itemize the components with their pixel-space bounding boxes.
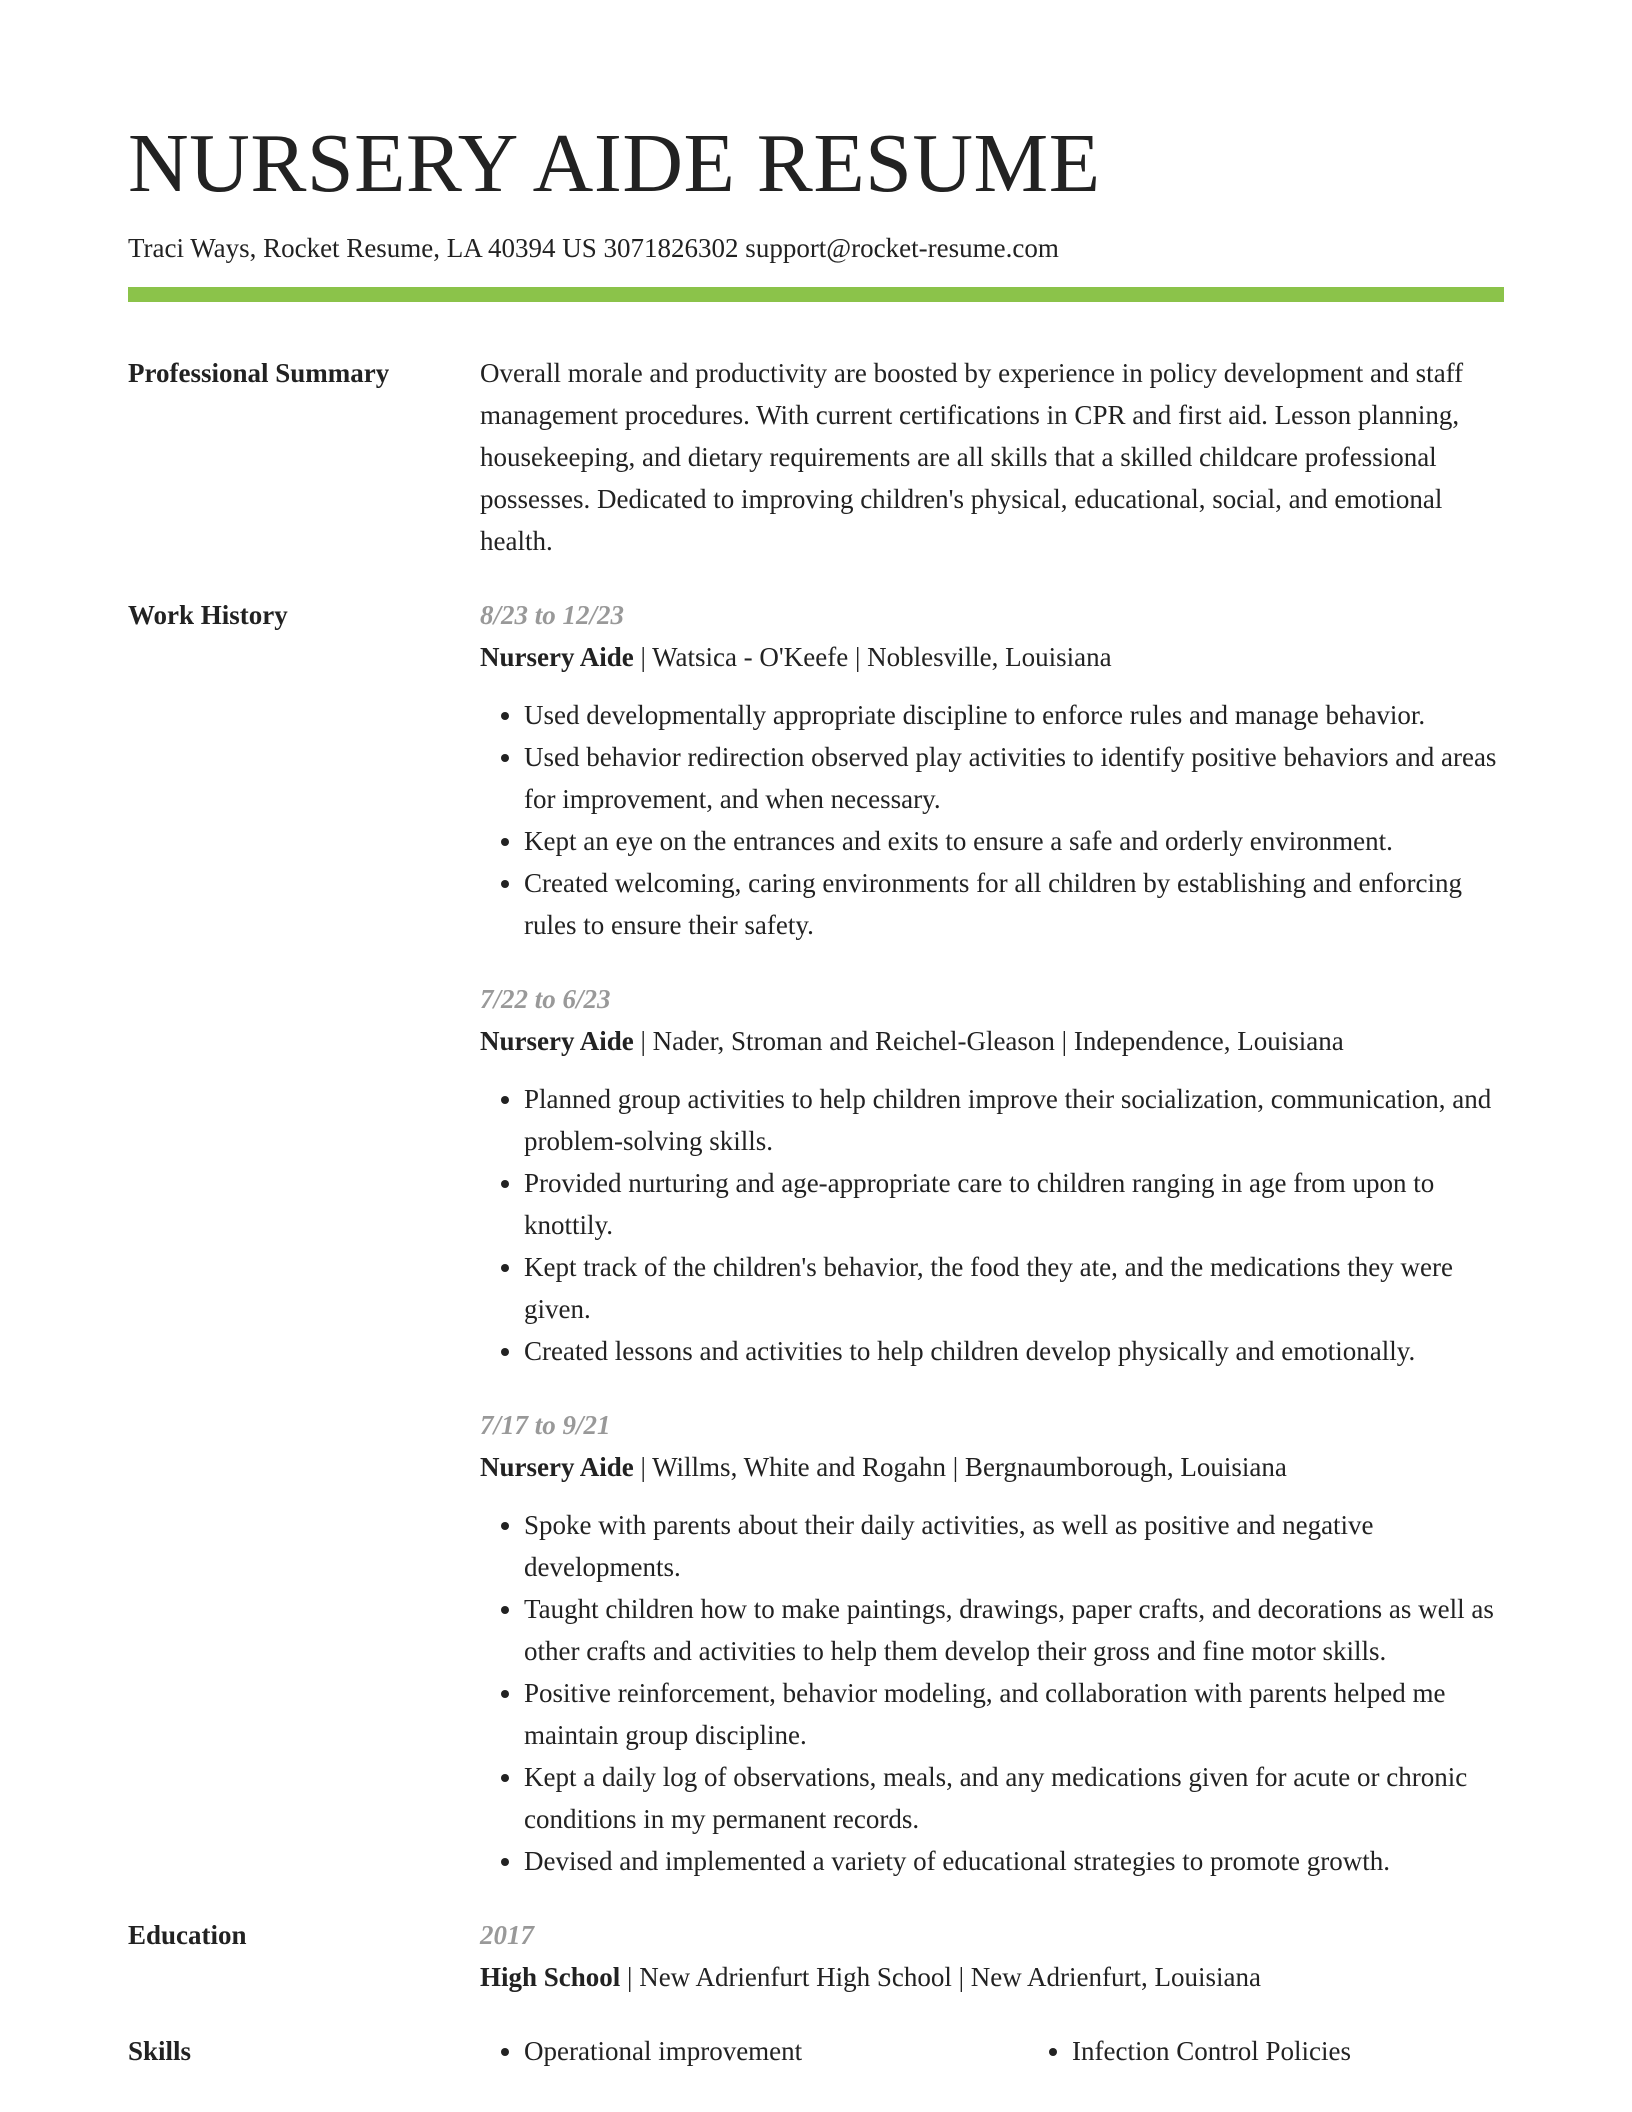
- job-bullet: • Created lessons and activities to help children develop physically and emotionally.: [524, 1330, 1504, 1372]
- job-bullets: [480, 694, 1504, 946]
- job-title: Nursery Aide: [480, 1025, 634, 1056]
- job-bullet: • Created welcoming, caring environments for all children by establishing and enforcing rules to ensure their safety.: [524, 862, 1504, 946]
- job-entry: [480, 978, 1504, 1372]
- section-label-summary: Professional Summary: [128, 357, 390, 388]
- work-history-section: [128, 594, 1504, 1882]
- job-dates: 7/17 to 9/21: [480, 1409, 611, 1440]
- skills-column-right: [1028, 2030, 1576, 2072]
- degree: High School: [480, 1961, 621, 1992]
- job-dates: 7/22 to 6/23: [480, 983, 611, 1014]
- resume-page: [128, 0, 1504, 2072]
- education-details: | New Adrienfurt High School | New Adrienfurt, Louisiana: [620, 1961, 1261, 1992]
- contact-line: Traci Ways, Rocket Resume, LA 40394 US 3071826302 support@rocket-resume.com: [128, 233, 1059, 264]
- job-heading: [480, 1446, 1504, 1488]
- job-entry: [480, 594, 1504, 946]
- job-bullets: [480, 1504, 1504, 1882]
- job-entry: [480, 1404, 1504, 1882]
- job-title: Nursery Aide: [480, 641, 634, 672]
- job-bullet: • Kept a daily log of observations, meals, and any medications given for acute or chronic conditions in my permanent records.: [524, 1756, 1504, 1840]
- job-bullet: • Planned group activities to help children improve their socialization, communication, and problem-solving skills.: [524, 1078, 1504, 1162]
- job-bullet: • Devised and implemented a variety of educational strategies to promote growth.: [524, 1840, 1504, 1882]
- skill-item: • Operational improvement: [524, 2030, 1028, 2072]
- job-heading: [480, 636, 1504, 678]
- job-bullet: • Used behavior redirection observed play activities to identify positive behaviors and areas for improvement, and when necessary.: [524, 736, 1504, 820]
- job-details: | Watsica - O'Keefe | Noblesville, Louisiana: [633, 641, 1112, 672]
- job-details: | Willms, White and Rogahn | Bergnaumborough, Louisiana: [633, 1451, 1287, 1482]
- skills-section: [128, 2030, 1504, 2072]
- section-label-work: Work History: [128, 599, 288, 630]
- education-entry: [480, 1914, 1504, 1998]
- summary-text: Overall morale and productivity are boosted by experience in policy development and staff management procedures. With current certifications in CPR and first aid. Lesson planning, housekeeping, and dietary requirements are all skills that a skilled childcare professional possesses. Dedicated to improving children's physical, educational, social, and emotional health.: [480, 357, 1464, 556]
- job-bullet: • Spoke with parents about their daily activities, as well as positive and negative developments.: [524, 1504, 1504, 1588]
- skill-item: • Infection Control Policies: [1072, 2030, 1576, 2072]
- job-title: Nursery Aide: [480, 1451, 634, 1482]
- work-history-list: [480, 594, 1504, 1882]
- job-bullet: • Taught children how to make paintings, drawings, paper crafts, and decorations as well as other crafts and activities to help them develop their gross and fine motor skills.: [524, 1588, 1504, 1672]
- professional-summary-section: [128, 352, 1504, 562]
- skills-grid: [480, 2030, 1576, 2072]
- education-section: [128, 1914, 1504, 1998]
- resume-title: NURSERY AIDE RESUME: [128, 117, 1101, 210]
- education-heading: [480, 1956, 1504, 1998]
- job-bullet: • Kept track of the children's behavior, the food they ate, and the medications they were given.: [524, 1246, 1504, 1330]
- job-bullet: • Used developmentally appropriate discipline to enforce rules and manage behavior.: [524, 694, 1504, 736]
- job-heading: [480, 1020, 1504, 1062]
- education-year: 2017: [480, 1919, 534, 1950]
- job-bullet: • Positive reinforcement, behavior modeling, and collaboration with parents helped me maintain group discipline.: [524, 1672, 1504, 1756]
- section-label-education: Education: [128, 1919, 247, 1950]
- section-label-skills: Skills: [128, 2035, 192, 2066]
- skills-column-left: [480, 2030, 1028, 2072]
- job-dates: 8/23 to 12/23: [480, 599, 625, 630]
- accent-divider: [128, 287, 1504, 302]
- job-bullet: • Provided nurturing and age-appropriate care to children ranging in age from upon to knottily.: [524, 1162, 1504, 1246]
- job-bullet: • Kept an eye on the entrances and exits to ensure a safe and orderly environment.: [524, 820, 1504, 862]
- job-bullets: [480, 1078, 1504, 1372]
- job-details: | Nader, Stroman and Reichel-Gleason | Independence, Louisiana: [633, 1025, 1344, 1056]
